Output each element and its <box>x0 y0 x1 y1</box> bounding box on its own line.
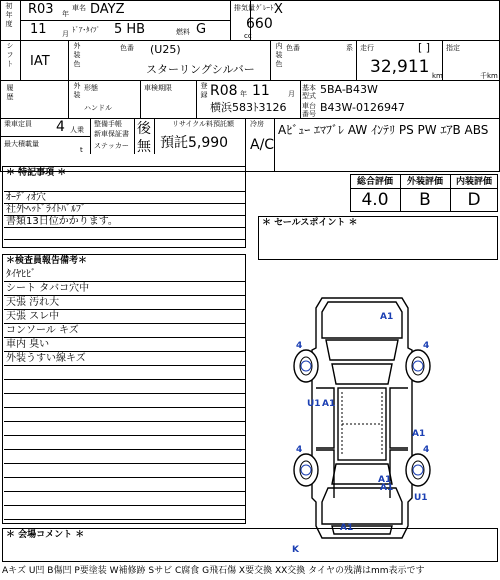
report-line <box>4 492 245 506</box>
exterior-score: B <box>419 190 431 210</box>
damage-mark: A1 <box>412 429 426 439</box>
interior-score: D <box>467 190 481 210</box>
report-line <box>4 408 245 422</box>
report-line <box>4 464 245 478</box>
report-line <box>4 366 245 380</box>
damage-mark: 4 <box>423 445 430 455</box>
year-era: R03 <box>28 2 54 17</box>
report-line: 外装うすい線キズ <box>4 352 245 366</box>
report-line <box>4 422 245 436</box>
sales-point-title: ＊ セールスポイント ＊ <box>262 218 358 228</box>
report-line: 天張 汚れ大 <box>4 296 245 310</box>
first-registration-label: 初年度 <box>5 2 13 29</box>
damage-mark: U1 <box>414 493 428 503</box>
report-line: コンソール キズ <box>4 324 245 338</box>
special-note: 社外ﾍｯﾄﾞﾗｲﾄﾊﾞﾙﾌﾞ <box>4 204 245 216</box>
color-name: スターリングシルバー <box>146 63 255 76</box>
damage-mark: A1 <box>322 399 336 409</box>
damage-mark: K <box>292 545 299 553</box>
report-line: 車内 臭い <box>4 338 245 352</box>
damage-mark: 4 <box>296 341 303 351</box>
special-note: ｵｰﾃﾞｨｵ穴 <box>4 192 245 204</box>
grade: X <box>274 2 283 17</box>
frame-number: B43W-0126947 <box>320 101 405 114</box>
report-line <box>4 450 245 464</box>
model-name: DAYZ <box>90 2 125 17</box>
maintenance-value: 後 <box>137 121 151 137</box>
damage-mark: 4 <box>296 445 303 455</box>
sticker-value: 無 <box>137 139 151 155</box>
equipment: Aﾋﾞｭｰ ｴﾏﾌﾞﾚ AW ｲﾝﾃﾘ PS PW ｴｱB ABS <box>278 123 489 137</box>
damage-mark: U1 <box>307 399 321 409</box>
damage-mark: A1 <box>380 483 394 493</box>
damage-mark: 4 <box>423 341 430 351</box>
fuel-type: G <box>196 22 207 37</box>
report-line: ﾀｲﾔﾋﾋﾞ <box>4 268 245 282</box>
damage-mark: A1 <box>380 312 394 322</box>
report-line <box>4 436 245 450</box>
report-line: シート タバコ穴中 <box>4 282 245 296</box>
report-line <box>4 478 245 492</box>
report-line <box>4 506 245 520</box>
inspection-month: 11 <box>252 83 270 99</box>
inspection-report-title: ＊検査員報告備考＊ <box>6 256 88 266</box>
color-code: (U25) <box>150 43 181 56</box>
damage-legend: Aキズ U凹 B傷凹 P要塗装 W補修跡 Sサビ C腐食 G飛石傷 X要交換 XX交換 タイヤの残溝はmm表示です <box>2 566 425 576</box>
venue-comment-title: ＊ 会場コメント ＊ <box>6 530 85 540</box>
recycle-fee: 預託5,990 <box>160 135 229 151</box>
license-plate: 横浜583ﾄ3126 <box>210 101 287 114</box>
special-notes-title: ＊ 特記事項 ＊ <box>6 168 67 178</box>
special-note: 書類13日位かかります。 <box>4 216 245 228</box>
displacement: 660 <box>246 16 273 32</box>
shift: IAT <box>30 54 50 69</box>
model-code: 5BA-B43W <box>320 83 378 96</box>
mileage: 32,911 <box>370 57 430 77</box>
capacity: 4 <box>56 119 65 135</box>
damage-mark: A1 <box>340 523 354 533</box>
car-damage-diagram <box>262 288 462 553</box>
report-line <box>4 380 245 394</box>
report-line: 天張 スレ中 <box>4 310 245 324</box>
first-reg-month: 11 <box>30 22 47 37</box>
door-type: 5 HB <box>114 22 146 37</box>
report-line <box>4 394 245 408</box>
inspection-era: R08 <box>210 83 238 99</box>
aircon: A/C <box>250 137 275 153</box>
damage-mark: A1 <box>378 475 392 485</box>
overall-score: 4.0 <box>361 190 389 210</box>
